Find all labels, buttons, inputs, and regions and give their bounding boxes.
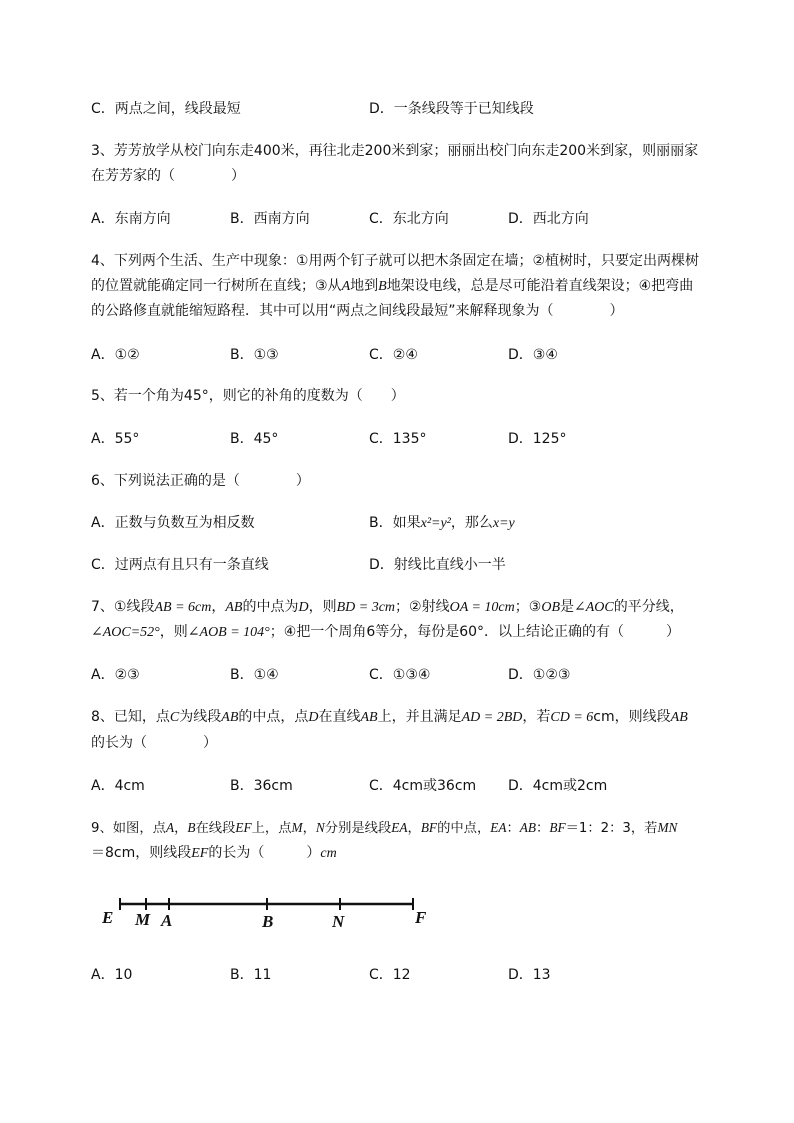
q9-text-j: ： bbox=[536, 821, 550, 836]
q7-option-d: D．①②③ bbox=[508, 667, 571, 683]
q9-math-bf2: BF bbox=[549, 820, 566, 835]
q9-text-e: ， bbox=[302, 821, 316, 836]
q5-option-d: D．125° bbox=[508, 431, 567, 447]
q4-point-b: B bbox=[378, 279, 387, 294]
q5-stem: 5、若一个角为45°，则它的补角的度数为（ ） bbox=[91, 388, 405, 404]
q7-option-a: A．②③ bbox=[91, 667, 140, 683]
q9-text-a: 9、如图，点 bbox=[91, 821, 166, 836]
q7-stem-line2 bbox=[91, 623, 680, 642]
q7-math-oa: OA = 10cm bbox=[449, 600, 515, 615]
q8-math-ab3: AB bbox=[670, 710, 688, 725]
q9-line2-text-a: ＝8cm，则线段 bbox=[91, 845, 192, 861]
q3-option-c: C．东北方向 bbox=[369, 211, 449, 227]
q7-math-aoc: ∠AOC bbox=[574, 600, 614, 615]
q9-math-m: M bbox=[291, 820, 303, 835]
q9-math-a: A bbox=[165, 820, 175, 835]
q9-math-ea2: EA bbox=[490, 820, 507, 835]
q8-option-d: D．4cm或2cm bbox=[508, 778, 608, 794]
q8-text-c: 的中点，点 bbox=[238, 709, 309, 725]
q7-text-h: 的平分线， bbox=[613, 599, 684, 615]
label-n: N bbox=[332, 912, 345, 931]
q8-text-a: 8、已知，点 bbox=[91, 709, 170, 725]
q6-option-d: D．射线比直线小一半 bbox=[369, 557, 506, 573]
q9-text-g: ， bbox=[407, 821, 421, 836]
q9-line2-text-b: 的长为（ ） bbox=[208, 845, 321, 861]
q9-text-h: 的中点， bbox=[437, 821, 491, 836]
q4-stem-line3: 的公路修直就能缩短路程．其中可以用“两点之间线段最短”来解释现象为（ ） bbox=[91, 303, 624, 319]
q6-option-a: A．正数与负数互为相反数 bbox=[91, 515, 255, 531]
q7-text-b: ， bbox=[211, 599, 226, 615]
q8-math-ab2: AB bbox=[360, 710, 378, 725]
q2-option-d: D．一条线段等于已知线段 bbox=[369, 101, 534, 117]
q3-stem-line2: 在芳芳家的（ ） bbox=[91, 168, 245, 184]
q5-option-b: B．45° bbox=[230, 431, 279, 447]
q9-text-k: ＝1：2：3，若 bbox=[565, 821, 658, 836]
q4-option-b: B．①③ bbox=[230, 347, 279, 363]
q8-math-d: D bbox=[308, 710, 319, 725]
q5-option-a: A．55° bbox=[91, 431, 140, 447]
label-m: M bbox=[135, 910, 151, 929]
q8-text-g: cm，则线段 bbox=[593, 709, 671, 725]
q9-line2-unit-cm: cm bbox=[320, 846, 337, 861]
q7-text-d: ，则 bbox=[308, 599, 337, 615]
q9-line2-math-ef: EF bbox=[191, 846, 209, 861]
q9-math-ab: AB bbox=[519, 820, 537, 835]
q4-line2-text-c: 地架设电线，总是尽可能沿着直线架设；④把弯曲 bbox=[386, 278, 694, 294]
q5-option-c: C．135° bbox=[369, 431, 427, 447]
label-f: F bbox=[415, 908, 427, 927]
q8-option-c: C．4cm或36cm bbox=[369, 778, 477, 794]
label-a: A bbox=[161, 911, 173, 930]
q7-math-ab: AB = 6cm bbox=[154, 600, 212, 615]
q6-option-b-math2: x=y bbox=[492, 516, 515, 531]
q7-math-d: D bbox=[298, 600, 309, 615]
label-b: B bbox=[262, 912, 274, 931]
q9-segment-figure bbox=[100, 895, 440, 940]
q4-point-a: A bbox=[341, 279, 351, 294]
q9-option-c: C．12 bbox=[369, 967, 411, 983]
q6-option-b-math1: x²=y² bbox=[420, 516, 451, 531]
q7-math-ab2: AB bbox=[225, 600, 243, 615]
q9-math-b: B bbox=[187, 820, 196, 835]
q4-line2-text-a: 的位置就能确定同一行树所在直线；③从 bbox=[91, 278, 342, 294]
q8-option-b: B．36cm bbox=[230, 778, 293, 794]
q8-stem-line2: 的长为（ ） bbox=[91, 735, 217, 751]
q7-text-g: 是 bbox=[560, 599, 574, 615]
q4-line2-text-b: 地到 bbox=[350, 278, 379, 294]
q8-math-cd: CD = 6 bbox=[550, 710, 594, 725]
q9-text-c: 在线段 bbox=[195, 821, 236, 836]
q4-option-a: A．①② bbox=[91, 347, 140, 363]
q9-stem-line2 bbox=[91, 844, 337, 863]
q4-option-c: C．②④ bbox=[369, 347, 418, 363]
q3-option-d: D．西北方向 bbox=[508, 211, 589, 227]
q9-text-i: ： bbox=[506, 821, 520, 836]
q7-math-aob: ∠AOB = 104° bbox=[187, 625, 270, 640]
q9-math-mn: MN bbox=[657, 820, 678, 835]
q7-line2-text-b: ；④把一个周角6等分，每份是60°．以上结论正确的有（ ） bbox=[269, 624, 681, 640]
q8-math-c: C bbox=[169, 710, 180, 725]
q2-option-c: C．两点之间，线段最短 bbox=[91, 101, 241, 117]
q7-text-e: ；②射线 bbox=[395, 599, 450, 615]
q9-text-b: ， bbox=[174, 821, 188, 836]
q9-option-d: D．13 bbox=[508, 967, 551, 983]
q7-math-aoc52: ∠AOC=52° bbox=[91, 625, 160, 640]
q8-text-e: 上，并且满足 bbox=[377, 709, 462, 725]
q9-math-ea: EA bbox=[391, 820, 408, 835]
q3-option-b: B．西南方向 bbox=[230, 211, 310, 227]
q3-stem-line1: 3、芳芳放学从校门向东走400米，再往北走200米到家；丽丽出校门向东走200米到家，则丽丽家 bbox=[91, 143, 699, 159]
q8-option-a: A．4cm bbox=[91, 778, 145, 794]
q9-option-b: B．11 bbox=[230, 967, 272, 983]
q8-text-b: 为线段 bbox=[179, 709, 222, 725]
q9-math-ef: EF bbox=[235, 820, 252, 835]
q4-stem-line1: 4、下列两个生活、生产中现象：①用两个钉子就可以把木条固定在墙；②植树时，只要定出两棵树 bbox=[91, 253, 700, 269]
q8-stem-line1 bbox=[91, 708, 688, 727]
q6-stem: 6、下列说法正确的是（ ） bbox=[91, 473, 310, 489]
q7-text-f: ；③ bbox=[514, 599, 542, 615]
q7-option-c: C．①③④ bbox=[369, 667, 431, 683]
q9-stem-line1 bbox=[91, 819, 677, 838]
q6-option-b-mid: ，那么 bbox=[450, 515, 493, 531]
q4-stem-line2 bbox=[91, 277, 693, 296]
q6-option-b bbox=[369, 514, 515, 533]
q6-option-c: C．过两点有且只有一条直线 bbox=[91, 557, 269, 573]
q9-text-d: 上，点 bbox=[251, 821, 292, 836]
q3-option-a: A．东南方向 bbox=[91, 211, 171, 227]
q9-option-a: A．10 bbox=[91, 967, 133, 983]
q9-math-n: N bbox=[315, 820, 325, 835]
q8-math-ab: AB bbox=[221, 710, 239, 725]
q7-math-ob: OB bbox=[541, 600, 560, 615]
label-e: E bbox=[102, 908, 114, 927]
q8-text-f: ，若 bbox=[522, 709, 551, 725]
q9-math-bf: BF bbox=[420, 820, 438, 835]
q7-line2-text-a: ，则 bbox=[159, 624, 188, 640]
q4-option-d: D．③④ bbox=[508, 347, 558, 363]
q7-option-b: B．①④ bbox=[230, 667, 279, 683]
q8-text-d: 在直线 bbox=[318, 709, 361, 725]
q9-text-f: 分别是线段 bbox=[324, 821, 392, 836]
q7-text-c: 的中点为 bbox=[242, 599, 299, 615]
q7-math-bd: BD = 3cm bbox=[336, 600, 396, 615]
q7-text-a: 7、①线段 bbox=[91, 599, 155, 615]
q7-stem-line1 bbox=[91, 598, 684, 617]
q6-option-b-prefix: B．如果 bbox=[369, 515, 421, 531]
q8-math-ad: AD = 2BD bbox=[461, 710, 523, 725]
